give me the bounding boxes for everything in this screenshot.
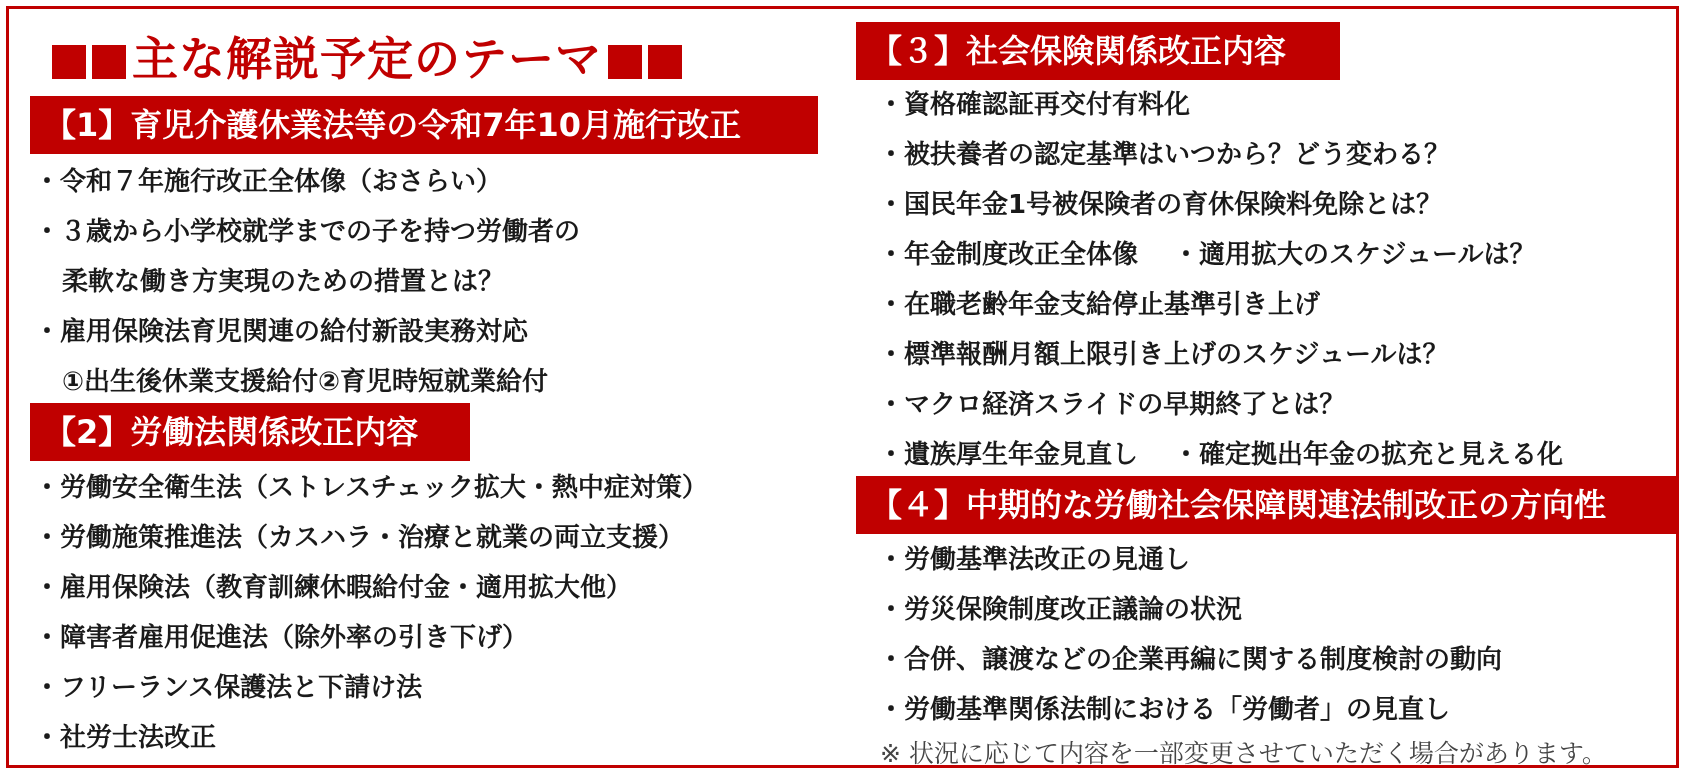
list-item: ・フリーランス保護法と下請け法 <box>34 673 423 703</box>
list-item: ・資格確認証再交付有料化 <box>878 90 1191 120</box>
section-4-header: 【４】中期的な労働社会保障関連法制改正の方向性 <box>856 476 1676 534</box>
list-item: ・国民年金1号被保険者の育休保険料免除とは？ <box>878 190 1443 220</box>
list-item: ・労働安全衛生法（ストレスチェック拡大・熱中症対策） <box>34 473 708 503</box>
list-item: ・在職老齢年金支給停止基準引き上げ <box>878 290 1321 320</box>
list-item: ・遺族厚生年金見直し ・確定拠出年金の拡充と見える化 <box>878 440 1564 470</box>
page-title-text: 主な解説予定のテーマ <box>132 32 602 86</box>
square-icon <box>608 45 642 79</box>
list-item: ・労働基準法改正の見通し <box>878 545 1191 575</box>
section-3-list <box>878 80 1563 480</box>
list-item: ・マクロ経済スライドの早期終了とは？ <box>878 390 1346 420</box>
section-3-header: 【３】社会保険関係改正内容 <box>856 22 1340 80</box>
list-item: ・社労士法改正 <box>34 723 217 753</box>
square-icon <box>648 45 682 79</box>
list-item: ・年金制度改正全体像 ・適用拡大のスケジュールは？ <box>878 240 1536 270</box>
list-item: ・合併、譲渡などの企業再編に関する制度検討の動向 <box>878 645 1503 675</box>
list-item: ・労災保険制度改正議論の状況 <box>878 595 1243 625</box>
list-item: ・令和７年施行改正全体像（おさらい） <box>34 167 503 197</box>
list-item: ・障害者雇用促進法（除外率の引き下げ） <box>34 623 529 653</box>
section-2-header: 【2】労働法関係改正内容 <box>30 403 470 461</box>
list-item: ・被扶養者の認定基準はいつから？どう変わる？ <box>878 140 1451 170</box>
list-item: ・雇用保険法（教育訓練休暇給付金・適用拡大他） <box>34 573 633 603</box>
square-icon <box>92 45 126 79</box>
section-2-list <box>34 463 708 763</box>
section-1-header: 【1】育児介護休業法等の令和7年10月施行改正 <box>30 96 818 154</box>
section-4-list <box>878 535 1502 735</box>
list-item: 柔軟な働き方実現のための措置とは？ <box>62 267 505 297</box>
list-item: ①出生後休業支援給付②育児時短就業給付 <box>62 367 549 397</box>
list-item: ・標準報酬月額上限引き上げのスケジュールは？ <box>878 340 1449 370</box>
page-title <box>52 26 682 92</box>
list-item: ・３歳から小学校就学までの子を持つ労働者の <box>34 217 581 247</box>
footnote: ※ 状況に応じて内容を一部変更させていただく場合があります。 <box>880 739 1607 768</box>
list-item: ・労働基準関係法制における「労働者」の見直し <box>878 695 1451 725</box>
list-item: ・雇用保険法育児関連の給付新設実務対応 <box>34 317 529 347</box>
list-item: ・労働施策推進法（カスハラ・治療と就業の両立支援） <box>34 523 685 553</box>
section-1-list <box>34 157 580 407</box>
square-icon <box>52 45 86 79</box>
